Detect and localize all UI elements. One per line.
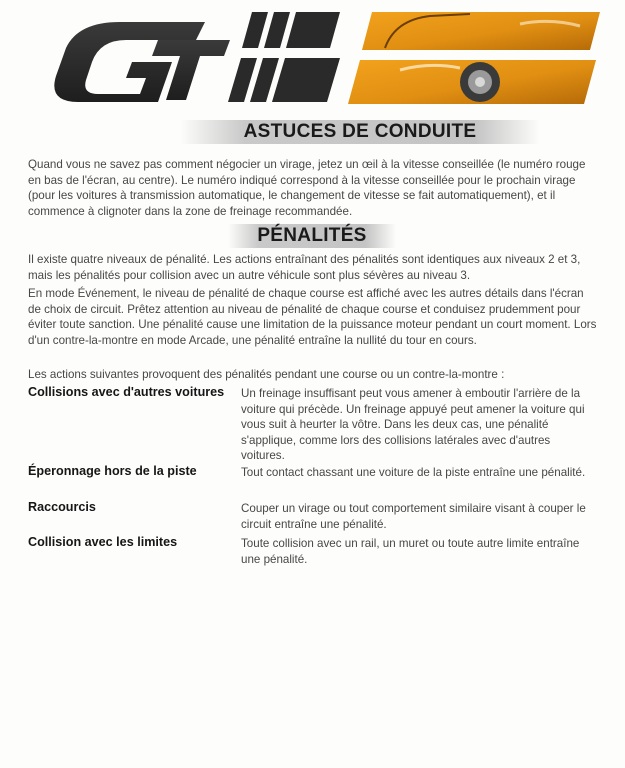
rule-term: Éperonnage hors de la piste bbox=[28, 464, 197, 478]
header-banner bbox=[0, 0, 625, 112]
penalty-levels-paragraph: Il existe quatre niveaux de pénalité. Les actions entraînant des pénalités sont identiques aux niveaux 2 et 3, mais les pénalités pour collision avec un autre véhicule sont plus sévères au niveau 3. bbox=[28, 253, 581, 282]
section-heading-driving-tips: ASTUCES DE CONDUITE bbox=[180, 120, 540, 144]
rule-description: Toute collision avec un rail, un muret ou toute autre limite entraîne une pénalité. bbox=[241, 537, 580, 566]
driving-tips-paragraph: Quand vous ne savez pas comment négocier un virage, jetez un œil à la vitesse conseillée (le numéro rouge en bas de l'écran, au centre). Le numéro indiqué correspond à la vitesse conseillée pour le prochain virage (pour les voitures à transmission automatique, le changement de vitesse se fait automatiquement), et il commence à clignoter dans la zone de freinage recommandée. bbox=[28, 158, 586, 218]
rule-term: Collisions avec d'autres voitures bbox=[28, 385, 225, 399]
event-mode-paragraph: En mode Événement, le niveau de pénalité de chaque course est affiché avec les autres détails dans l'écran de choix de circuit. Prêtez attention au niveau de pénalité de chaque course et conduisez prudemment pour éviter toute sanction. Une pénalité cause une limitation de la puissance moteur pendant un court moment. Lors d'un contre-la-montre en mode Arcade, une pénalité entraîne la nullité du tour en cours. bbox=[28, 287, 597, 347]
car-photo bbox=[348, 12, 600, 104]
gt-logo bbox=[54, 22, 230, 102]
rule-term: Raccourcis bbox=[28, 500, 96, 514]
rule-description: Tout contact chassant une voiture de la piste entraîne une pénalité. bbox=[241, 466, 586, 479]
rule-term: Collision avec les limites bbox=[28, 535, 178, 549]
rule-description: Couper un virage ou tout comportement similaire visant à couper le circuit entraîne une pénalité. bbox=[241, 502, 586, 531]
section-heading-penalties: PÉNALITÉS bbox=[228, 224, 396, 248]
penalty-actions-intro: Les actions suivantes provoquent des pénalités pendant une course ou un contre-la-montre : bbox=[28, 368, 505, 381]
rule-description: Un freinage insuffisant peut vous amener à emboutir l'arrière de la voiture qui précède. Un freinage appuyé peut amener la voiture qui vous suit à heurter la vôtre. Dans les deux cas, une pénalité s'applique, comme lors des collisions latérales avec d'autres voitures. bbox=[241, 387, 585, 463]
logo-numeral-bars bbox=[228, 12, 340, 102]
